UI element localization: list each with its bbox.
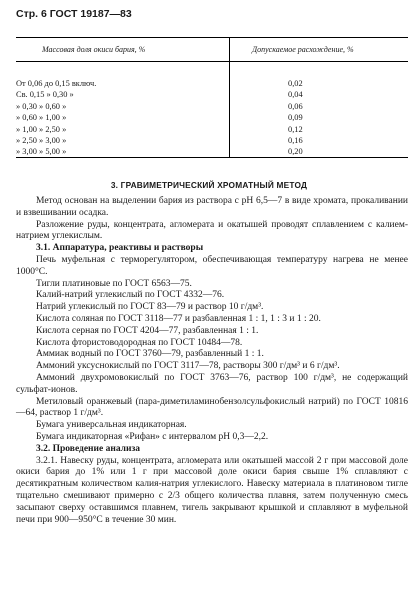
paragraph: Кислота соляная по ГОСТ 3118—77 и разбавленная 1 : 1, 1 : 3 и 1 : 20. — [36, 313, 321, 324]
paragraph: Разложение руды, концентрата, агломерата и окатышей проводят сплавлением с калием-натрием углекислым. — [16, 219, 408, 242]
range-cell: От 0,06 до 0,15 включ. — [16, 79, 97, 88]
paragraph: Аммиак водный по ГОСТ 3760—79, разбавленный 1 : 1. — [36, 349, 264, 360]
range-cell: » 0,30 » 0,60 » — [16, 101, 67, 111]
range-cell: » 2,50 » 3,00 » — [16, 135, 67, 145]
section-title: 3. ГРАВИМЕТРИЧЕСКИЙ ХРОМАТНЫЙ МЕТОД — [110, 180, 308, 190]
tolerance-cell: 0,06 — [288, 101, 303, 111]
paragraph: 3.2.1. Навеску руды, концентрата, агломерата или окатышей массой 2 г при массовой доле окиси бария до 1% или 1 г при массовой доле окиси бария свыше 1% сплавляют с десятикратным количеством калия-натрия углекислого. Навеску материала в платиновом тигле тщательно смешивают примерно с 2/3 общего количества плавня, затем полученную смесь засыпают сверху оставшимся плавнем, тигель закрывают крышкой и сплавляют в муфельной печи при 900—950°С в течение 30 мин. — [16, 455, 408, 525]
paragraph: Бумага индикаторная «Рифан» с интервалом pH 0,3—2,2. — [36, 431, 269, 442]
paragraph: Калий-натрий углекислый по ГОСТ 4332—76. — [36, 290, 225, 301]
tolerance-cell: 0,20 — [288, 147, 303, 157]
subsection-heading: 3.1. Аппаратура, реактивы и растворы — [36, 243, 204, 254]
tolerance-cell: 0,16 — [288, 135, 303, 145]
tolerance-cell: 0,12 — [288, 124, 303, 134]
range-cell: » 0,60 » 1,00 » — [16, 113, 67, 123]
range-cell: » 3,00 » 5,00 » — [16, 147, 67, 157]
table-header-rule — [16, 61, 408, 62]
column-header-mass-fraction: Массовая доля окиси бария, % — [42, 45, 146, 54]
tolerance-cell: 0,09 — [288, 113, 303, 123]
page-header: Стр. 6 ГОСТ 19187—83 — [16, 8, 132, 20]
column-header-tolerance: Допускаемое расхождение, % — [252, 45, 354, 54]
paragraph: Натрий углекислый по ГОСТ 83—79 и раствор 10 г/дм³. — [36, 302, 264, 313]
subsection-heading: 3.2. Проведение анализа — [36, 443, 141, 454]
table-row — [16, 146, 408, 157]
table-body — [16, 78, 408, 158]
table-row — [16, 101, 408, 112]
tolerance-cell: 0,02 — [288, 79, 303, 88]
tolerance-cell: 0,04 — [288, 90, 303, 100]
table-row — [16, 78, 408, 89]
paragraph: Кислота серная по ГОСТ 4204—77, разбавленная 1 : 1. — [36, 325, 259, 336]
paragraph: Аммоний уксуснокислый по ГОСТ 3117—78, растворы 300 г/дм³ и 6 г/дм³. — [36, 361, 340, 372]
paragraph: Метод основан на выделении бария из раствора с pH 6,5—7 в виде хромата, прокаливании и взвешивании осадка. — [16, 196, 408, 218]
range-cell: Св. 0,15 » 0,30 » — [16, 90, 74, 100]
paragraph: Кислота фтористоводородная по ГОСТ 10484—78. — [36, 337, 243, 348]
body-text — [16, 196, 408, 526]
table-row — [16, 89, 408, 100]
paragraph: Метиловый оранжевый (пара-диметиламинобензолсульфокислый натрий) по ГОСТ 10816—64, раствор 1 г/дм³. — [16, 396, 408, 419]
table-row — [16, 135, 408, 146]
range-cell: » 1,00 » 2,50 » — [16, 124, 67, 134]
table-row — [16, 112, 408, 123]
paragraph: Бумага универсальная индикаторная. — [36, 420, 187, 431]
table-top-rule — [16, 37, 408, 38]
table-row — [16, 124, 408, 135]
paragraph: Печь муфельная с терморегулятором, обеспечивающая температуру нагрева не менее 1000°С. — [16, 254, 408, 277]
paragraph: Тигли платиновые по ГОСТ 6563—75. — [36, 278, 192, 289]
paragraph: Аммоний двухромовокислый по ГОСТ 3763—76, раствор 100 г/дм³, не содержащий сульфат-ионов. — [16, 372, 408, 395]
